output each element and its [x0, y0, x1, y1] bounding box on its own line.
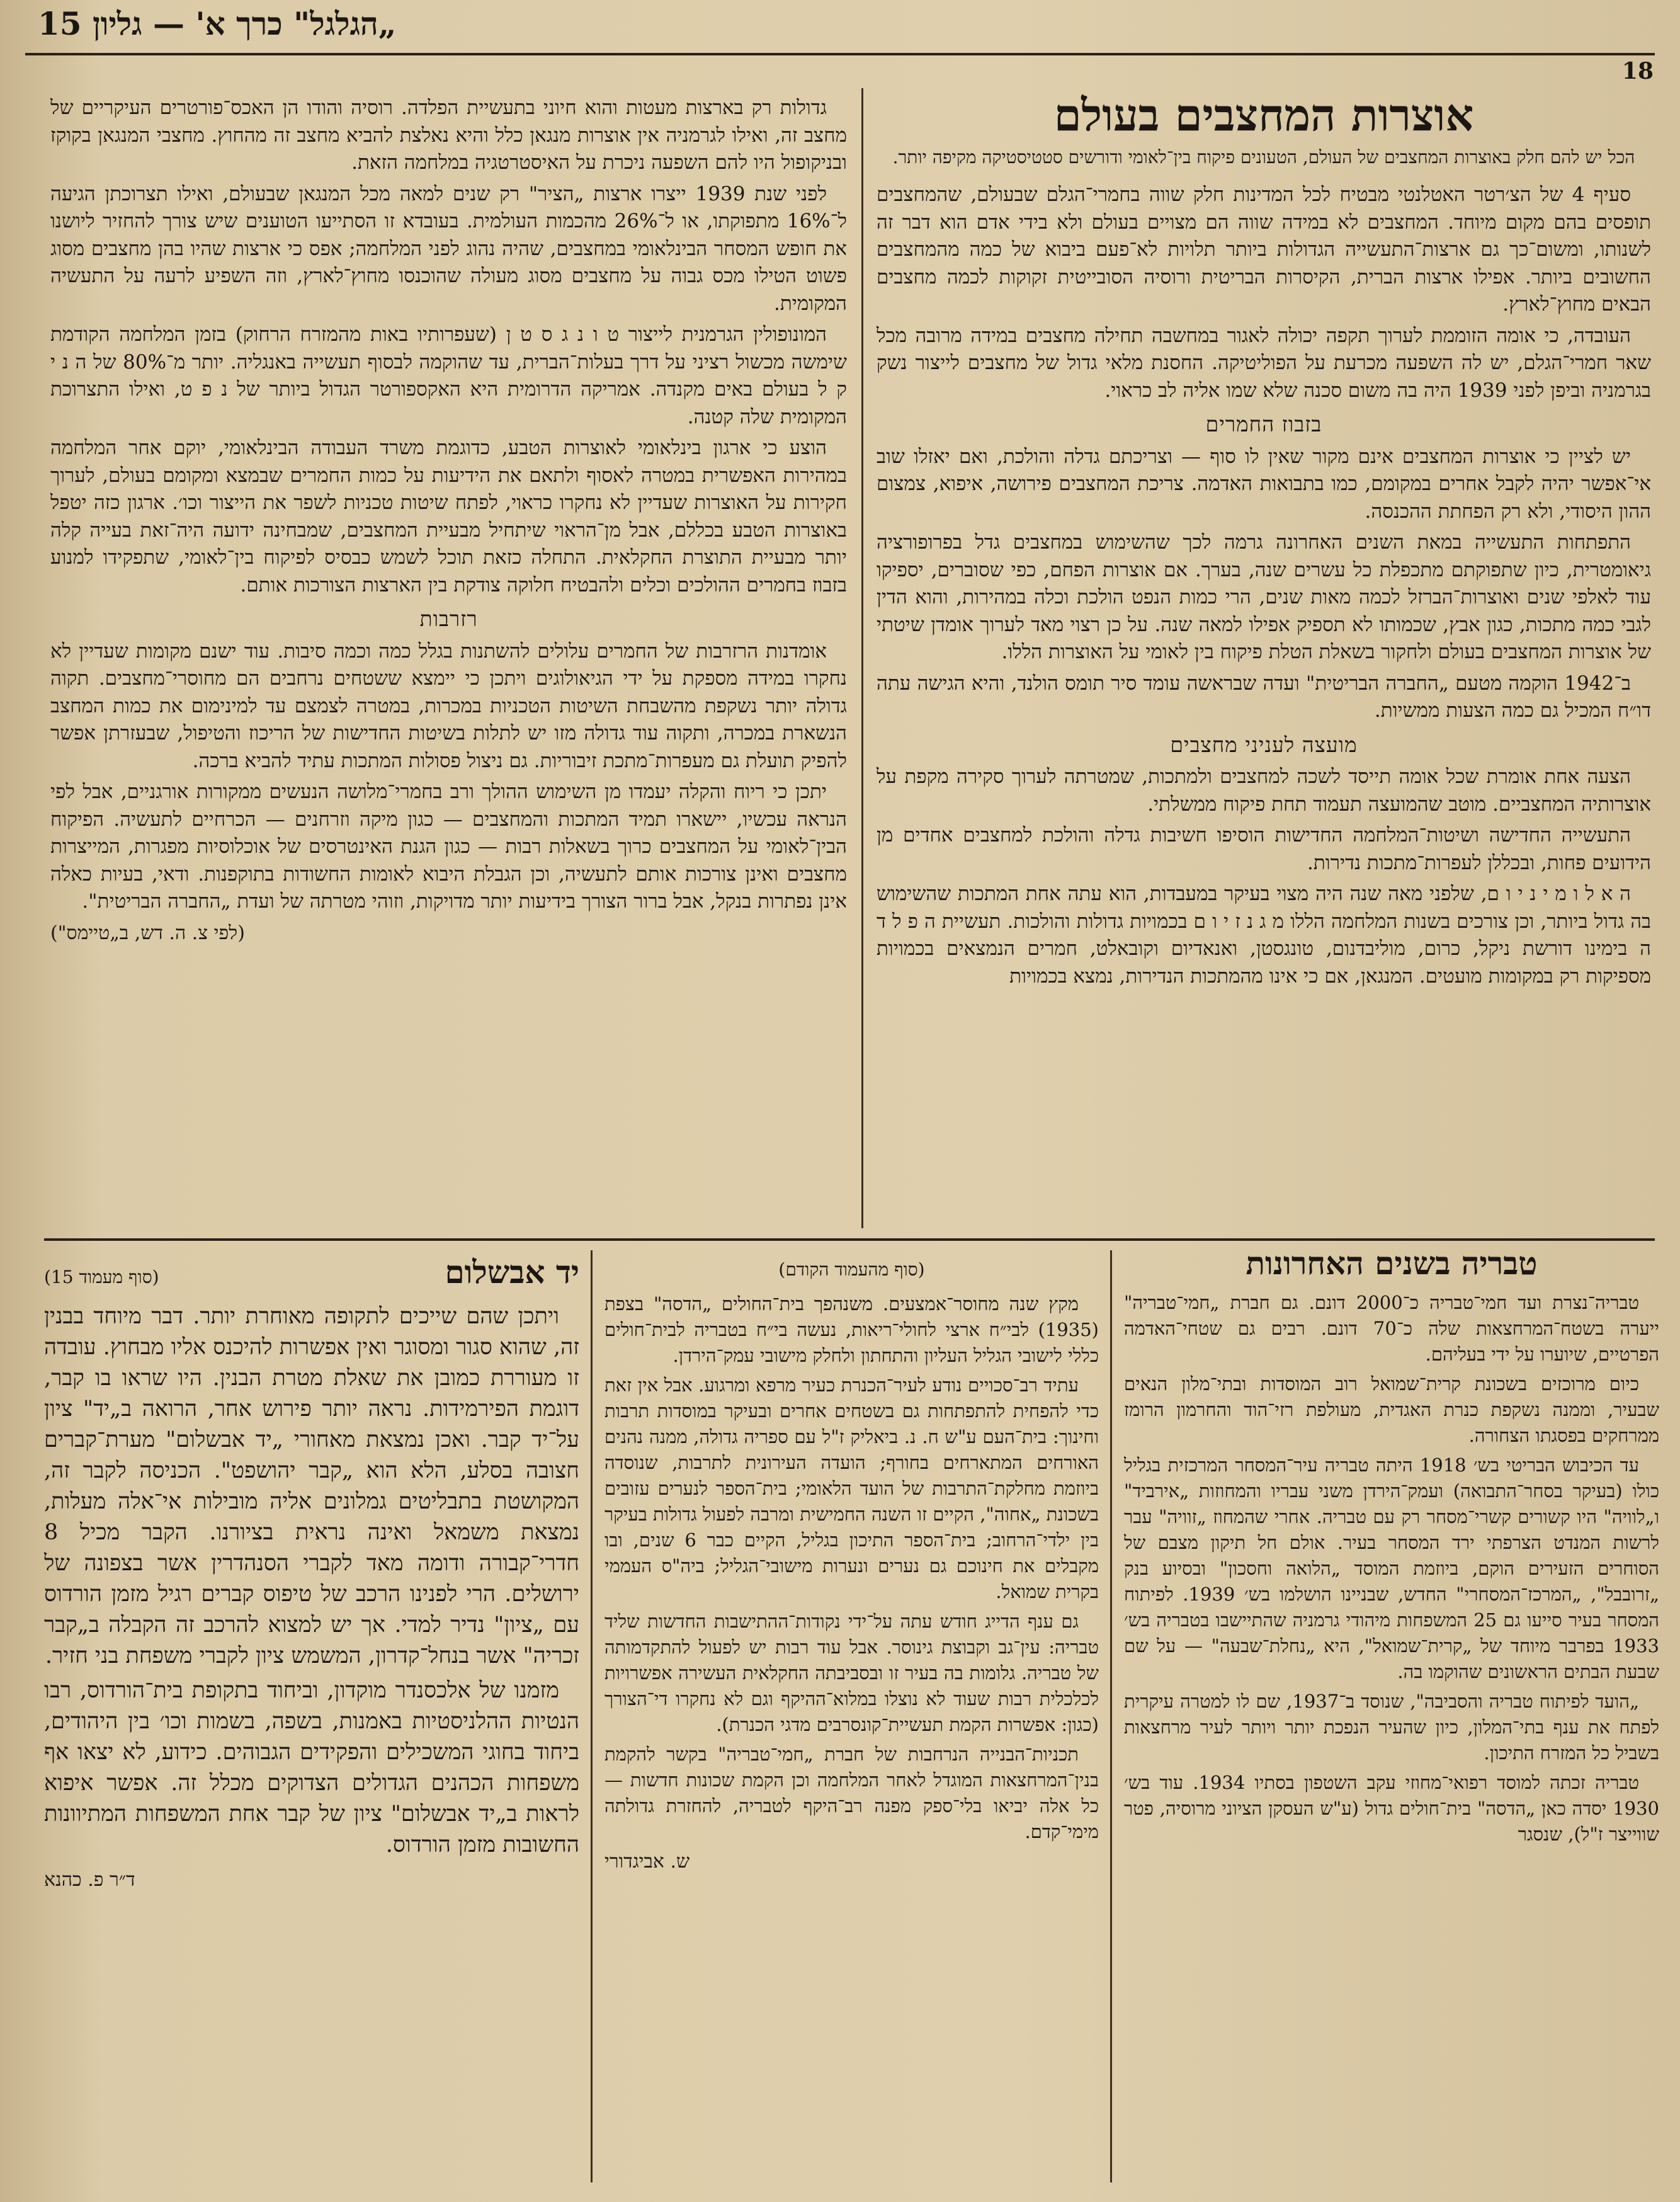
minerals-paragraph: אומדנות הרזרבות של החמרים עלולים להשתנות בגלל כמה וכמה סיבות. עוד ישנם מקומות שעדיין לא נחקרו במידה מספקת על ידי הגיאולוגים ויתכן כי יימצא ששטחים נרחבים הם מחוסרי־מחצבים. תקוה גדולה יותר נשקפת מהשבחת השיטות הטכניות במכרות, במטרה לצמצם עד למינימום את כמות המחצב הנשארת במכרה, ותקוה עוד גדולה מזו יש לתלות בשיטות החדישות של הריכוז והטיפול, שבעזרתן אפשר להפיק תועלת גם מעפרות־מתכת זיבוריות. גם ניצול פסולות המתכות עתיד להביא ברכה.	[50, 639, 847, 772]
minerals-subheading-waste: בזבוז החמרים	[1205, 412, 1322, 436]
column-divider	[1110, 1250, 1112, 2182]
minerals-paragraph: יתכן כי ריוח והקלה יעמדו מן השימוש ההולך ורב בחמרי־מלושה הנעשים ממקורות אורגניים, אבל לפי הנראה עכשיו, יישארו תמיד המתכות והמחצבים — כגון מיקה וזרחנים — הכרחיים לתעשיה. הפיקוח הבין־לאומי על המחצבים כרוך בשאלות רבות — כגון הגנת האינטרסים של אוכלוסיות מפגרות, המייצרות מחצבים ואינן צורכות אותם לתעשיה, וכן הגבלת היבוא לאומות החשודות בתוקפנות. ודאי, בעיות כאלה אינן נפתרות בנקל, אבל ברור הצורך בידיעות יותר מדויקות, וזוהי מטרתה של ועדת „החברה הבריטית".	[50, 780, 847, 913]
minerals-paragraph: יש לציין כי אוצרות המחצבים אינם מקור שאין לו סוף — וצריכתם גדלה והולכת, ואם יאזלו שוב אי־אפשר יהיה לקבל אחרים במקומם, כמו בתבואות האדמה. צריכת המחצבים פירושה, איפוא, צמצום ההון היסודי, ולא רק הפחתת ההכנסה.	[877, 445, 1651, 523]
minerals-paragraph: לפני שנת 1939 ייצרו ארצות „הציר" רק שנים למאה מכל המנגאן שבעולם, ואילו תצרוכתן הגיעה ל־16% מתפוקתו, או ל־26% מהכמות העולמית. בעובדא זו הסתייעו הטוענים שיש צורך להחזיר ליושנו את חופש המסחר הבינלאומי במחצבים, שהיה נהוג לפני המלחמה; אפס כי ארצות שהיו בהן מחצבים מסוג פשוט הטילו מכס גבוה על מחצבים מסוג מעולה שהוכנסו מחוץ־לארץ, וזה השפיע לרעה על התעשיה המקומית.	[50, 182, 847, 315]
tiberias-paragraph: גם ענף הדייג חודש עתה על־ידי נקודות־ההתישבות החדשות שליד טבריה: עין־גב וקבוצת גינוסר. אבל עוד רבות יש לפעול להתקדמותה של טבריה. גלומות בה בעיר זו ובסביבתה החקלאית העשירה אפשרויות לכלכלית רבות שעוד לא נוצלו במלוא־ההיקף וגם לא נחקרו די־הצורך (כגון: אפשרות הקמת תעשיית־קונסרבים מדגי הכנרת).	[604, 1611, 1099, 1735]
tiberias-right-column	[1124, 1250, 1659, 2182]
minerals-credit: (לפי צ. ה. דש, ב„טיימס")	[50, 921, 245, 944]
page-number: 18	[1621, 58, 1654, 84]
minerals-paragraph: הצעה אחת אומרת שכל אומה תייסד לשכה למחצבים ולמתכות, שמטרתה לערוך סקירה מקפת על אוצרותיה המחצביים. מוטב שהמועצה תעמוד תחת פיקוח ממשלתי.	[877, 765, 1651, 816]
tiberias-paragraph: טבריה זכתה למוסד רפואי־מחוזי עקב השטפון בסתיו 1934. עוד בש׳ 1930 יסדה כאן „הדסה" בית־חולים גדול (ע"ש העסקן הציוני מרוסיה, פטר שווייצר ז"ל), שנסגר	[1124, 1772, 1659, 1845]
minerals-subheading-reserves: רזרבות	[419, 607, 478, 631]
absalom-signature: ד״ר פ. כהנא	[44, 1869, 135, 1891]
minerals-paragraph: העובדה, כי אומה הזוממת לערוך תקפה יכולה לאגור במחשבה תחילה מחצבים במידה מרובה מכל שאר חמרי־הגלם, יש לה השפעה מכרעת על הפוליטיקה. החסנת מלאי גדול של מחצבים לייצור נשק בגרמניה וביפן לפני 1939 היה בה משום סכנה שלא שמו אליה לב כראוי.	[877, 324, 1651, 402]
minerals-subheading-council: מועצה לעניני מחצבים	[1170, 732, 1358, 757]
tiberias-continuation-note: (סוף מהעמוד הקודם)	[778, 1259, 925, 1280]
absalom-paragraph: ויתכן שהם שייכים לתקופה מאוחרת יותר. דבר מיוחד בבנין זה, שהוא סגור ומסוגר ואין אפשרות להיכנס אליו מבחוץ. עובדה זו מעוררת כמובן את שאלת מטרת הבנין. היו שראו בו קבר, דוגמת הפירמידות. נראה יותר פירוש אחר, הרואה ב„יד" ציון על־יד קבר. ואכן נמצאת מאחורי „יד אבשלום" מערת־קברים חצובה בסלע, הלא הוא „קבר יהושפט". הכניסה לקבר זה, המקושטת בתבליטים גמלונים אליה מובילות אי־אלה מעלות, נמצאת משמאל ואינה נראית בציורנו. הקבר מכיל 8 חדרי־קבורה ודומה מאד לקברי הסנהדרין אשר בצפונה של ירושלים. הרי לפנינו הרכב של טיפוס קברים רגיל מזמן הורדוס עם „ציון" נדיר למדי. אך יש למצוא להרכב זה הקבלה ב„קבר זכריה" אשר בנחל־קדרון, המשמש ציון לקברי משפחת בני חזיר.	[44, 1304, 579, 1669]
absalom-header	[44, 1257, 579, 1292]
minerals-title: אוצרות המחצבים בעולם	[1053, 89, 1474, 141]
tiberias-paragraph: תכניות־הבנייה הנרחבות של חברת „חמי־טבריה" בקשר להקמת בנין־המרחצאות המוגדל לאחר המלחמה וכן הקמת שכונות חדשות — כל אלה יביאו בלי־ספק מפנה רב־היקף לטבריה, להחזרת גדולתה מימי־קדם.	[604, 1743, 1099, 1842]
tiberias-paragraph: „הועד לפיתוח טבריה והסביבה", שנוסד ב־1937, שם לו למטרה עיקרית לפתח את ענף בתי־המלון, כיון שהעיר הנפכת יותר ויותר לעיר מרחצאות בשביל כל המזרח התיכון.	[1124, 1691, 1659, 1764]
minerals-subtitle: הכל יש להם חלק באוצרות המחצבים של העולם, הטעונים פיקוח בין־לאומי ודורשים סטטיסטיקה מקיפה יותר.	[892, 147, 1635, 168]
tiberias-paragraph: עתיד רב־סכויים נודע לעיר־הכנרת כעיר מרפא ומרגוע. אבל אין זאת כדי להפחית להתפתחות גם בשטחים אחרים ובעיקר במוסדות תרבות וחינוך: בית־העם ע"ש ח. נ. ביאליק ז"ל עם ספריה גדולה, ממנה נהנים האורחים המתארחים בחורף; הועדה העירונית לתרבות, שנוסדה ביוזמת מחלקת־התרבות של הועד הלאומי; בית־הספר לנערים עזובים בשכונת „אחוה", הקיים זו השנה החמישית ומרבה לפעול גדולות בעיקר בין ילדי־הרחוב; בית־הספר התיכון בגליל, הקיים כבר 6 שנים, ובו מקבלים את חינוכם גם נערים ונערות מישובי־הגליל; ביה"ס העממי בקרית שמואל.	[604, 1374, 1099, 1602]
tiberias-title: טבריה בשנים האחרונות	[1246, 1250, 1538, 1282]
absalom-title: יד אבשלום	[445, 1257, 579, 1291]
section-divider	[44, 1238, 1655, 1241]
tiberias-signature: ש. אביגדורי	[604, 1851, 690, 1873]
minerals-paragraph: ב־1942 הוקמה מטעם „החברה הבריטית" ועדה שבראשה עומד סיר תומס הולנד, והיא הגישה עתה דו״ח המכיל גם כמה הצעות ממשיות.	[877, 671, 1651, 722]
minerals-paragraph: התעשייה החדישה ושיטות־המלחמה החדישות הוסיפו חשיבות גדלה והולכת למחצבים אחדים מן הידועים פחות, ובכללן לעפרות־מתכות נדירות.	[877, 824, 1651, 874]
minerals-paragraph: סעיף 4 של הצ׳רטר האטלנטי מבטיח לכל המדינות חלק שווה בחמרי־הגלם שבעולם, שהמחצבים תופסים בהם מקום מיוחד. המחצבים לא במידה שווה הם מצויים בעולם ולא בידי אדם הוא דבר זה לשנותו, ומשום־כך גם ארצות־התעשייה הגדולות ביותר תלויות לא־פעם ביבוא של כמה מהמחצבים החשובים ביותר. אפילו ארצות הברית, הקיסרות הבריטית ורוסיה הסובייטית זקוקות לכמה מחצבים הבאים מחוץ־לארץ.	[877, 183, 1651, 316]
minerals-paragraph: המונופולין הגרמנית לייצור ט ו נ ג ס ט ן (שעפרותיו באות מהמזרח הרחוק) בזמן המלחמה הקודמת שימשה מכשול רציני על דרך בעלות־הברית, עד שהוקמה לבסוף תעשייה באנגליה. יותר מ־80% של ה נ י ק ל בעולם באים מקנדה. אמריקה הדרומית היא האקספורטר הגדול ביותר של נ פ ט, ואילו התצרוכת המקומית שלה קטנה.	[50, 323, 847, 428]
minerals-paragraph: גדולות רק בארצות מעטות והוא חיוני בתעשיית הפלדה. רוסיה והודו הן האכס־פורטרים העיקריים של מחצב זה, ואילו לגרמניה אין אוצרות מנגאן כלל והיא נאלצת להביא מחצב זה מהחוץ. מחצבי המנגאן בקוקז ובניקופול היו להם השפעה ניכרת על האיסטרטגיה במלחמה הזאת.	[50, 96, 847, 174]
absalom-continuation-note: (סוף מעמוד 15)	[44, 1267, 159, 1287]
tiberias-paragraph: טבריה־נצרת ועד חמי־טבריה כ־2000 דונם. גם חברת „חמי־טבריה" ייערה בשטח־המרחצאות שלה כ־70 דונם. רבים גם שטחי־האדמה הפרטיים, שיוערו על ידי בעליהם.	[1124, 1292, 1659, 1365]
header-rule	[25, 53, 1655, 55]
absalom-column	[44, 1257, 579, 2182]
minerals-paragraph: ה א ל ו מ י נ י ו ם, שלפני מאה שנה היה מצוי בעיקר במעבדות, הוא עתה אחת המתכות שהשימוש בה גדול ביותר, וכן צורכים בשנות המלחמה הללו מ ג נ ז י ו ם בכמויות גדולות והולכות. תעשיית ה פ ל ד ה בימינו דורשת ניקל, כרום, מוליבדנום, טונגסטן, ואנאדיום וקובאלט, חמרים הנמצאים בכמויות מספיקות רק במקומות מועטים. המנגאן, אם כי אינו מהמתכות הנדירות, נמצא בכמויות	[877, 882, 1651, 988]
minerals-paragraph: התפתחות התעשייה במאת השנים האחרונה גרמה לכך שהשימוש במחצבים גדל בפרופורציה גיאומטרית, כיון שתפוקתם מתכפלת כל עשרים שנה, בערך. אם אוצרות הפחם, כפי שסוברים, יספיקו עוד לאלפי שנים ואוצרות־הברזל לכמה מאות שנים, הרי כמות הנפט הולכת וכלה במהירות, והוא הדין לגבי כמה מתכות, כגון אבץ, שכמותו לא תספיק אפילו למאה שנה. על כן רצוי מאד לערוך אומדן שיטתי של אוצרות המחצבים בעולם ולחקור בשאלת הטלת פיקוח בין לאומי על האוצרות הללו.	[877, 531, 1651, 663]
tiberias-paragraph: כיום מרוכזים בשכונת קרית־שמואל רוב המוסדות ובתי־מלון הנאים שבעיר, וממנה נשקפת כנרת האגדית, מעולפת רזי־הוד והחרמון הרומז ממרחקים בפסגתו הצחורה.	[1124, 1373, 1659, 1446]
minerals-left-column	[50, 94, 847, 1228]
absalom-paragraph: מזמנו של אלכסנדר מוקדון, וביחוד בתקופת בית־הורדוס, רבו הנטיות ההלניסטיות באמנות, בשפה, בשמות וכו׳ בין היהודים, ביחוד בחוגי המשכילים והפקידים הגבוהים. כידוע, לא יצאו אף משפחות הכהנים הגדולים הצדוקים מכלל זה. אפשר איפוא לראות ב„יד אבשלום" ציון של קבר אחת המשפחות המתיוונות החשובות מזמן הורדוס.	[44, 1678, 579, 1857]
tiberias-paragraph: עד הכיבוש הבריטי בש׳ 1918 היתה טבריה עיר־המסחר המרכזית בגליל כולו (בעיקר בסחר־התבואה) ועמק־הירדן משני עבריו והמחוזות „אירביד" ו„לוויה" היו קשורים קשרי־מסחר רק עם טבריה. אחרי שהמחוז „זוויה" עבר לרשות המנדט הצרפתי ירד המסחר בעיר. אולם חל תיקון מצבם של הסוחרים הזעירים הוקם, ביוזמת המוסד „הלואה וחסכון" ובסיוע בנק „זרובבל", „המרכז־המסחרי" החדש, שבניינו הושלמו בש׳ 1939. לפיתוח המסחר בעיר סייעו גם 25 המשפחות מיהודי גרמניה שהתיישבו בטבריה בש׳ 1933 בפרבר מיוחד של „קרית־שמואל", היא „נחלת־שבעה" — על שם שבעת הבתים הראשונים שהוקמו בה.	[1124, 1454, 1659, 1682]
column-divider	[591, 1250, 593, 2182]
tiberias-paragraph: מקץ שנה מחוסר־אמצעים. משנהפך בית־החולים „הדסה" בצפת (1935) לבי״ח ארצי לחולי־ריאות, נעשה בי״ח בטבריה לבית־חולים כללי לישובי הגליל העליון והתחתון ולחלק מישובי עמק־הירדן.	[604, 1293, 1099, 1366]
minerals-right-column	[877, 88, 1651, 1228]
running-head: „הגלגל" כרך א' — גליון 15	[38, 5, 397, 42]
tiberias-middle-column	[604, 1257, 1099, 2182]
minerals-paragraph: הוצע כי ארגון בינלאומי לאוצרות הטבע, כדוגמת משרד העבודה הבינלאומי, יוקם אחר המלחמה במהירות האפשרית במטרה לאסוף ולתאם את הידיעות על כמות החמרים שבמצא ומקומם בעולם, לערוך חקירות על האוצרות שעדיין לא נחקרו כראוי, לפתח שיטות טכניות לשפר את הייצור וכו׳. ארגון כזה יטפל באוצרות הטבע בכללם, אבל מן־הראוי שיתחיל מבעיית המחצבים, שמבחינה ידועה היה־זאת בעייה קלה יותר מבעיית התוצרת החקלאית. התחלה כזאת תוכל לשמש כבסיס לפיקוח בין־לאומי, שתפקידו למנוע בזבוז בחמרים ההולכים וכלים ולהבטיח חלוקה צודקת בין הארצות הצורכות אותם.	[50, 436, 847, 596]
column-divider	[861, 88, 863, 1228]
